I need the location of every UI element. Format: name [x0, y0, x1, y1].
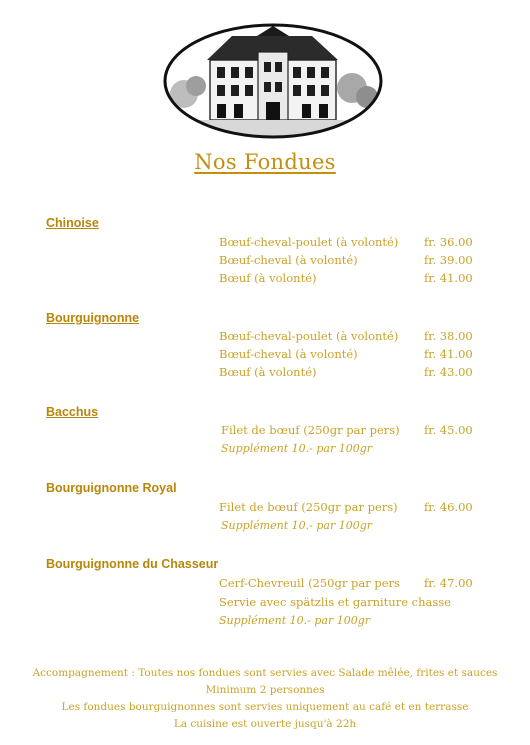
- menu-item-name: Bœuf-cheval-poulet (à volonté): [219, 329, 399, 343]
- menu-item-name: Filet de bœuf (250gr par pers): [221, 423, 400, 437]
- supplement-note: Supplément 10.- par 100gr: [219, 614, 371, 627]
- menu-item-price: fr. 38.00: [424, 329, 473, 343]
- menu-item-detail: Servie avec spätzlis et garniture chasse: [219, 595, 451, 609]
- hotel-building-logo: [162, 22, 384, 140]
- footer-line: Accompagnement : Toutes nos fondues sont servies avec Salade mêlée, frites et sauces: [32, 667, 498, 679]
- section-title-chasseur: Bourguignonne du Chasseur: [46, 557, 219, 571]
- footer-notes: [0, 665, 530, 733]
- menu-item-price: fr. 43.00: [424, 365, 473, 379]
- page-title: Nos Fondues: [194, 150, 336, 174]
- menu-item-name: Bœuf (à volonté): [219, 365, 317, 379]
- menu-item-name: Bœuf-cheval (à volonté): [219, 253, 358, 267]
- footer-line: Les fondues bourguignonnes sont servies uniquement au café et en terrasse: [61, 701, 469, 713]
- menu-item-price: fr. 47.00: [424, 576, 473, 590]
- section-title-chinoise: Chinoise: [46, 216, 99, 230]
- supplement-note: Supplément 10.- par 100gr: [221, 442, 373, 455]
- menu-item-price: fr. 45.00: [424, 423, 473, 437]
- section-title-royal: Bourguignonne Royal: [46, 481, 177, 495]
- section-title-bacchus: Bacchus: [46, 405, 99, 419]
- menu-item-name: Bœuf (à volonté): [219, 271, 317, 285]
- supplement-note: Supplément 10.- par 100gr: [221, 519, 373, 532]
- menu-item-price: fr. 36.00: [424, 235, 473, 249]
- menu-item-name: Cerf-Chevreuil (250gr par pers: [219, 576, 400, 590]
- menu-item-price: fr. 46.00: [424, 500, 473, 514]
- menu-item-name: Bœuf-cheval-poulet (à volonté): [219, 235, 399, 249]
- section-title-bourguignonne: Bourguignonne: [46, 311, 140, 325]
- menu-item-price: fr. 41.00: [424, 271, 473, 285]
- footer-line: La cuisine est ouverte jusqu'à 22h: [173, 718, 357, 730]
- menu-item-name: Filet de bœuf (250gr par pers): [219, 500, 398, 514]
- menu-item-price: fr. 41.00: [424, 347, 473, 361]
- menu-item-name: Bœuf-cheval (à volonté): [219, 347, 358, 361]
- menu-item-price: fr. 39.00: [424, 253, 473, 267]
- footer-line: Minimum 2 personnes: [205, 684, 325, 696]
